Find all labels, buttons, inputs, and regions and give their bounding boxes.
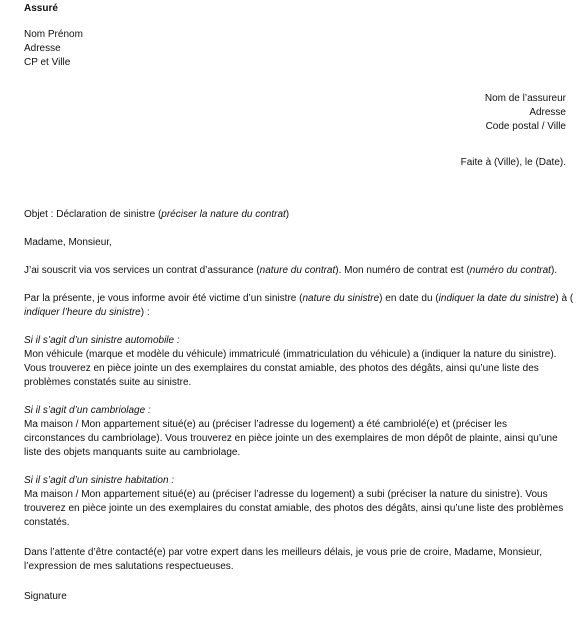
insurer-city: Code postal / Ville <box>485 121 566 132</box>
declaration-claim-time: indiquer l’heure du sinistre <box>24 307 141 318</box>
intro-text-2: ). Mon numéro de contrat est ( <box>335 265 470 276</box>
declaration-paragraph <box>24 292 574 320</box>
insurer-street: Adresse <box>529 107 566 118</box>
salutation: Madame, Monsieur, <box>24 237 112 248</box>
subject-line <box>24 208 289 222</box>
place-date-block <box>461 156 566 170</box>
signature: Signature <box>24 591 67 602</box>
case-home-title: Si il s’agit d’un sinistre habitation : <box>24 475 175 486</box>
case-burglary-line-3: liste des objets manquants suite au cambriolage. <box>24 447 241 458</box>
intro-text-3: ). <box>550 265 558 276</box>
case-burglary-section <box>24 404 558 460</box>
signature-block <box>24 590 67 604</box>
subject-prefix: Objet : Déclaration de sinistre ( <box>24 209 162 220</box>
case-home-line-1: Ma maison / Mon appartement situé(e) au (préciser l’adresse du logement) a subi (préciser la nature du sinistre). Vous <box>24 489 548 500</box>
case-auto-line-3: problèmes constatés suite au sinistre. <box>24 377 192 388</box>
declaration-text-1: Par la présente, je vous informe avoir été victime d’un sinistre ( <box>24 293 303 304</box>
case-auto-line-2: Vous trouverez en pièce jointe un des exemplaires du constat amiable, des photos des dégâts, ainsi qu’une liste des <box>24 363 539 374</box>
insurer-address <box>485 92 566 134</box>
case-auto-line-1: Mon véhicule (marque et modèle du véhicule) immatriculé (immatriculation du véhicule) a (indiquer la nature du sinistre). <box>24 349 557 360</box>
declaration-claim-date: indiquer la date du sinistre <box>438 293 556 304</box>
closing-line-1: Dans l’attente d’être contacté(e) par votre expert dans les meilleurs délais, je vous prie de croire, Madame, Monsieur, <box>24 547 543 558</box>
place-date: Faite à (Ville), le (Date). <box>460 157 566 168</box>
intro-text-1: J’ai souscrit via vos services un contrat d’assurance ( <box>24 265 260 276</box>
closing-paragraph <box>24 546 542 574</box>
salutation-block <box>24 236 112 250</box>
insured-address <box>24 28 83 70</box>
subject-italic: préciser la nature du contrat <box>161 209 286 220</box>
case-home-line-3: constatés. <box>24 517 70 528</box>
case-home-section <box>24 474 563 530</box>
intro-paragraph <box>24 264 557 278</box>
case-burglary-title: Si il s’agit d’un cambriolage : <box>24 405 151 416</box>
intro-contract-nature: nature du contrat <box>259 265 336 276</box>
case-auto-section <box>24 334 556 390</box>
insured-city: CP et Ville <box>24 57 71 68</box>
letter-page <box>24 0 574 619</box>
declaration-text-3: ) à ( <box>555 293 574 304</box>
insured-block <box>24 2 58 16</box>
case-burglary-line-1: Ma maison / Mon appartement situé(e) au (préciser l’adresse du logement) a été cambriolé(e) et (préciser les <box>24 419 507 430</box>
case-burglary-line-2: circonstances du cambriolage). Vous trouverez en pièce jointe un des exemplaires de mon dépôt de plainte, ainsi qu’une <box>24 433 558 444</box>
intro-contract-number: numéro du contrat <box>469 265 551 276</box>
closing-line-2: l’expression de mes salutations respectueuses. <box>24 561 234 572</box>
declaration-claim-nature: nature du sinistre <box>302 293 380 304</box>
case-home-line-2: trouverez en pièce jointe un des exemplaires du constat amiable, des photos des dégâts, ainsi qu’une liste des problèmes <box>24 503 564 514</box>
case-auto-title: Si il s’agit d’un sinistre automobile : <box>24 335 180 346</box>
insurer-name: Nom de l’assureur <box>484 93 566 104</box>
declaration-text-4: ) : <box>140 307 150 318</box>
subject-suffix: ) <box>285 209 290 220</box>
declaration-text-2: ) en date du ( <box>379 293 439 304</box>
insured-name: Nom Prénom <box>24 29 83 40</box>
insured-heading: Assuré <box>24 3 58 14</box>
insured-street: Adresse <box>24 43 61 54</box>
